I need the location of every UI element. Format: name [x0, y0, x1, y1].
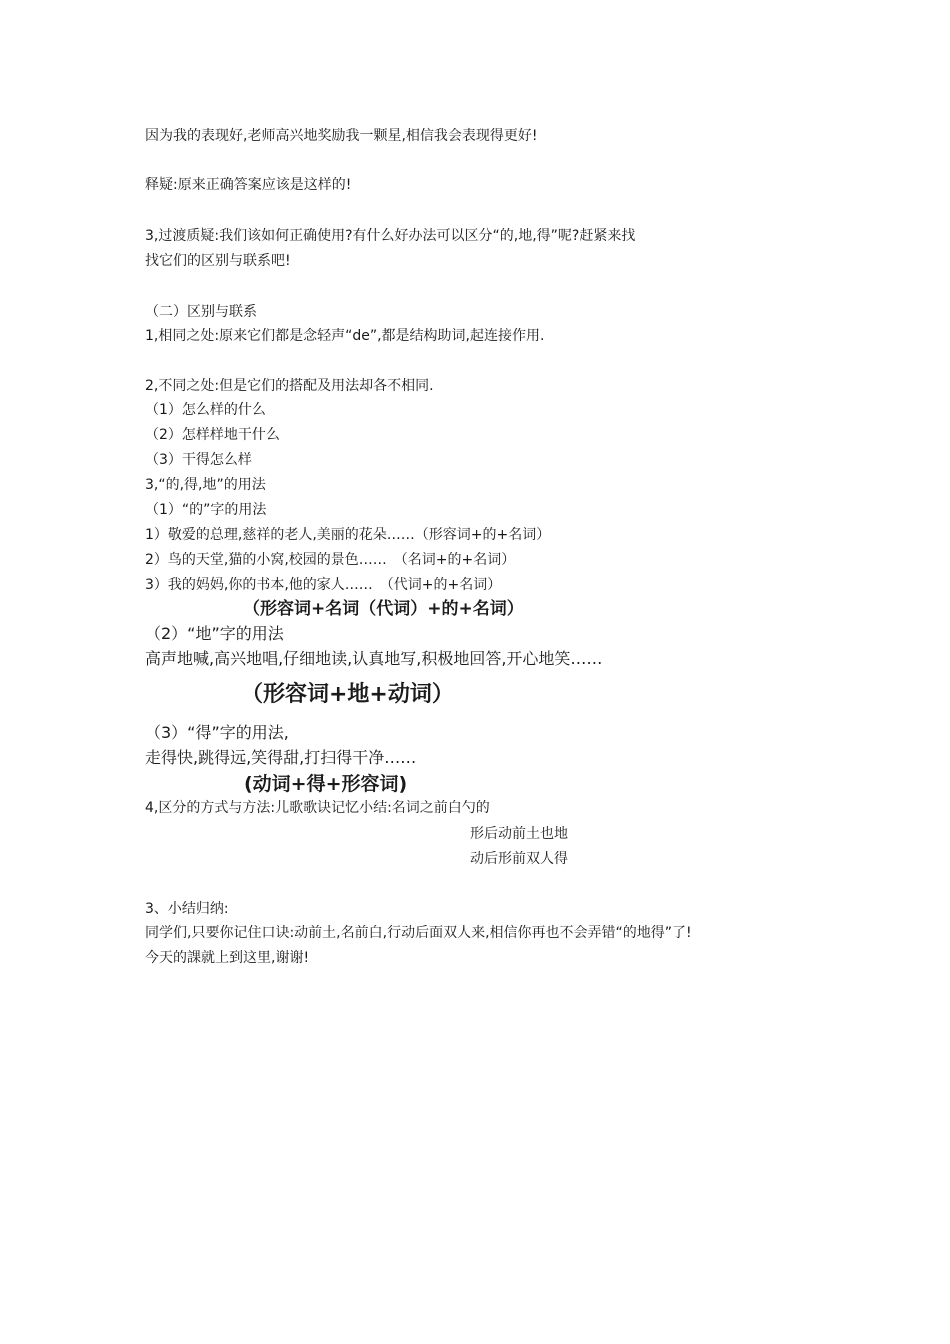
text-line: 3,过渡质疑:我们该如何正确使用?有什么好办法可以区分“的,地,得”呢?赶紧来找 — [145, 228, 636, 244]
section-heading: （二）区别与联系 — [145, 304, 257, 320]
rhyme-line: 形后动前土也地 — [470, 826, 568, 842]
text-line: 同学们,只要你记住口诀:动前土,名前白,行动后面双人来,相信你再也不会弄错“的地得”了! — [145, 925, 692, 941]
formula-di: （形容词+地+动词） — [241, 682, 454, 707]
text-line: 2,不同之处:但是它们的搭配及用法却各不相同. — [145, 378, 434, 394]
text-line: 走得快,跳得远,笑得甜,打扫得干净…… — [145, 748, 417, 767]
text-line: 2）鸟的天堂,猫的小窝,校园的景色…… （名词+的+名词） — [145, 552, 516, 568]
text-line: 3,“的,得,地”的用法 — [145, 477, 266, 493]
text-line: 因为我的表现好,老师高兴地奖励我一颗星,相信我会表现得更好! — [145, 128, 538, 144]
text-line: 找它们的区别与联系吧! — [145, 253, 291, 269]
text-line: 释疑:原来正确答案应该是这样的! — [145, 177, 352, 193]
text-line: 高声地喊,高兴地唱,仔细地读,认真地写,积极地回答,开心地笑…… — [145, 649, 603, 668]
text-line: 3）我的妈妈,你的书本,他的家人…… （代词+的+名词） — [145, 577, 502, 593]
text-line: （3）“得”字的用法, — [145, 723, 289, 742]
formula-de: （形容词+名词（代词）+的+名词） — [243, 599, 524, 619]
text-line: （3）干得怎么样 — [145, 452, 252, 468]
rhyme-line: 动后形前双人得 — [470, 851, 568, 867]
text-line: 4,区分的方式与方法:儿歌歌诀记忆小结:名词之前白勺的 — [145, 800, 490, 816]
text-line: （2）怎样样地干什么 — [145, 427, 280, 443]
text-line: （1）怎么样的什么 — [145, 402, 266, 418]
section-heading: 3、小结归纳: — [145, 901, 229, 917]
text-line: （2）“地”字的用法 — [145, 624, 284, 643]
formula-de2: (动词+得+形容词) — [244, 773, 408, 795]
text-line: 1）敬爱的总理,慈祥的老人,美丽的花朵……（形容词+的+名词） — [145, 527, 551, 543]
text-line: 1,相同之处:原来它们都是念轻声“de”,都是结构助词,起连接作用. — [145, 328, 545, 344]
text-line: 今天的課就上到这里,谢谢! — [145, 950, 310, 966]
text-line: （1）“的”字的用法 — [145, 502, 267, 518]
